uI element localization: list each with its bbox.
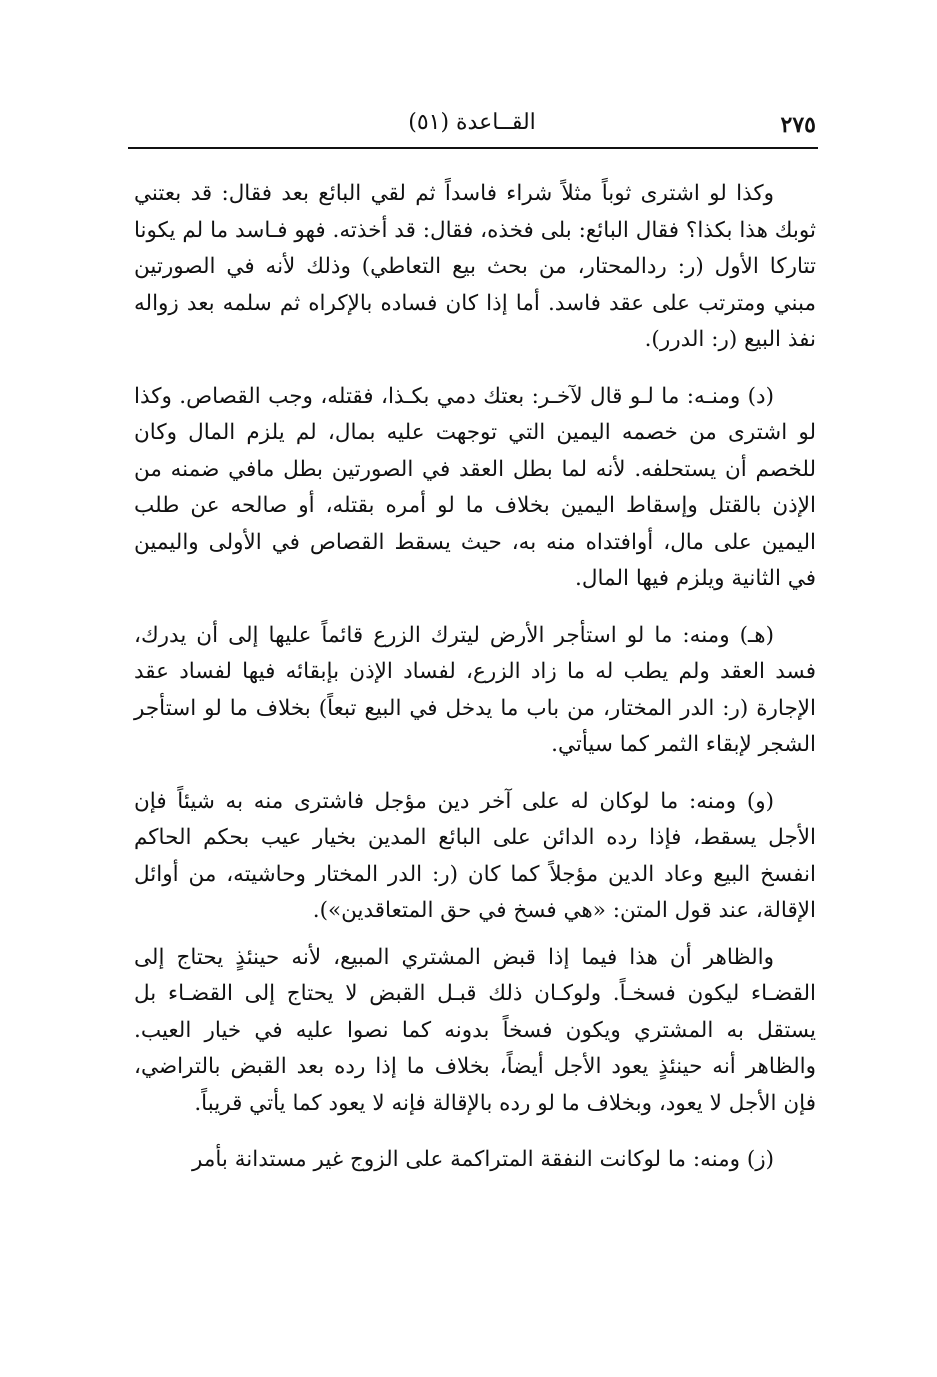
header-rule <box>128 147 818 149</box>
page-header <box>128 100 816 146</box>
paragraph: وكذا لو اشترى ثوباً مثلاً شراء فاسداً ثم لقي البائع بعد فقال: قد بعتني ثوبك هذا بكذا؟ فقال البائع: بلى فخذه، فقال: قد أخذته. فهو فـاسد ما لم يكونا تتاركا الأول (ر: ردالمحتار، من بحث بيع التعاطي) وذلك لأنه في الصورتين مبني ومترتب على عقد فاسد. أما إذا كان فساده بالإكراه ثم سلمه بعد زواله نفذ البيع (ر: الدرر). <box>134 181 816 352</box>
paragraph: (هـ) ومنه: ما لو استأجر الأرض ليترك الزرع قائماً عليها إلى أن يدرك، فسد العقد ولم يطب له ما زاد الزرع، لفساد الإذن بإبقائه فيها لفساد عقد الإجارة (ر: الدر المختار، من باب ما يدخل في البيع تبعاً) بخلاف ما لو استأجر الشجر لإبقاء الثمر كما سيأتي. <box>134 622 816 757</box>
paragraph: (ز) ومنه: ما لوكانت النفقة المتراكمة على الزوج غير مستدانة بأمر <box>191 1147 774 1172</box>
page-number: ٢٧٥ <box>780 112 816 138</box>
running-title: القــاعدة (٥١) <box>408 110 536 135</box>
paragraph: والظاهر أن هذا فيما إذا قبض المشتري المبيع، لأنه حينئذٍ يحتاج إلى القضـاء ليكون فسخـاً. ولوكـان ذلك قبـل القبض لا يحتاج إلى القضـاء بل يستقل به المشتري ويكون فسخاً بدونه كما نصوا عليه في خيار العيب. والظاهر أنه حينئذٍ يعود الأجل أيضاً، بخلاف ما إذا رده بعد القبض بالتراضي، فإن الأجل لا يعود، وبخلاف ما لو رده بالإقالة فإنه لا يعود كما يأتي قريباً. <box>134 944 816 1116</box>
paragraph: (د) ومنـه: ما لـو قال لآخـر: بعتك دمي بكـذا، فقتله، وجب القصاص. وكذا لو اشترى من خصمه اليمين التي توجهت عليه بمال، لم يلزم المال وكان للخصم أن يستحلفه. لأنه لما بطل العقد في الصورتين بطل مافي ضمنه من الإذن بالقتل وإسقاط اليمين بخلاف ما لو أمره بقتله، أو صالحه عن طلب اليمين على مال، أوافتداه منه به، حيث يسقط القصاص في الأولى واليمين في الثانية ويلزم فيها المال. <box>134 383 816 591</box>
paragraph: (و) ومنه: ما لوكان له على آخر دين مؤجل فاشترى منه به شيئاً فإن الأجل يسقط، فإذا رده الدائن على البائع المدين بخيار عيب بحكم الحاكم انفسخ البيع وعاد الدين مؤجلاً كما كان (ر: الدر المختار وحاشيته، من أوائل الإقالة، عند قول المتن: «هي فسخ في حق المتعاقدين»). <box>134 788 816 923</box>
page-body <box>134 176 816 1199</box>
